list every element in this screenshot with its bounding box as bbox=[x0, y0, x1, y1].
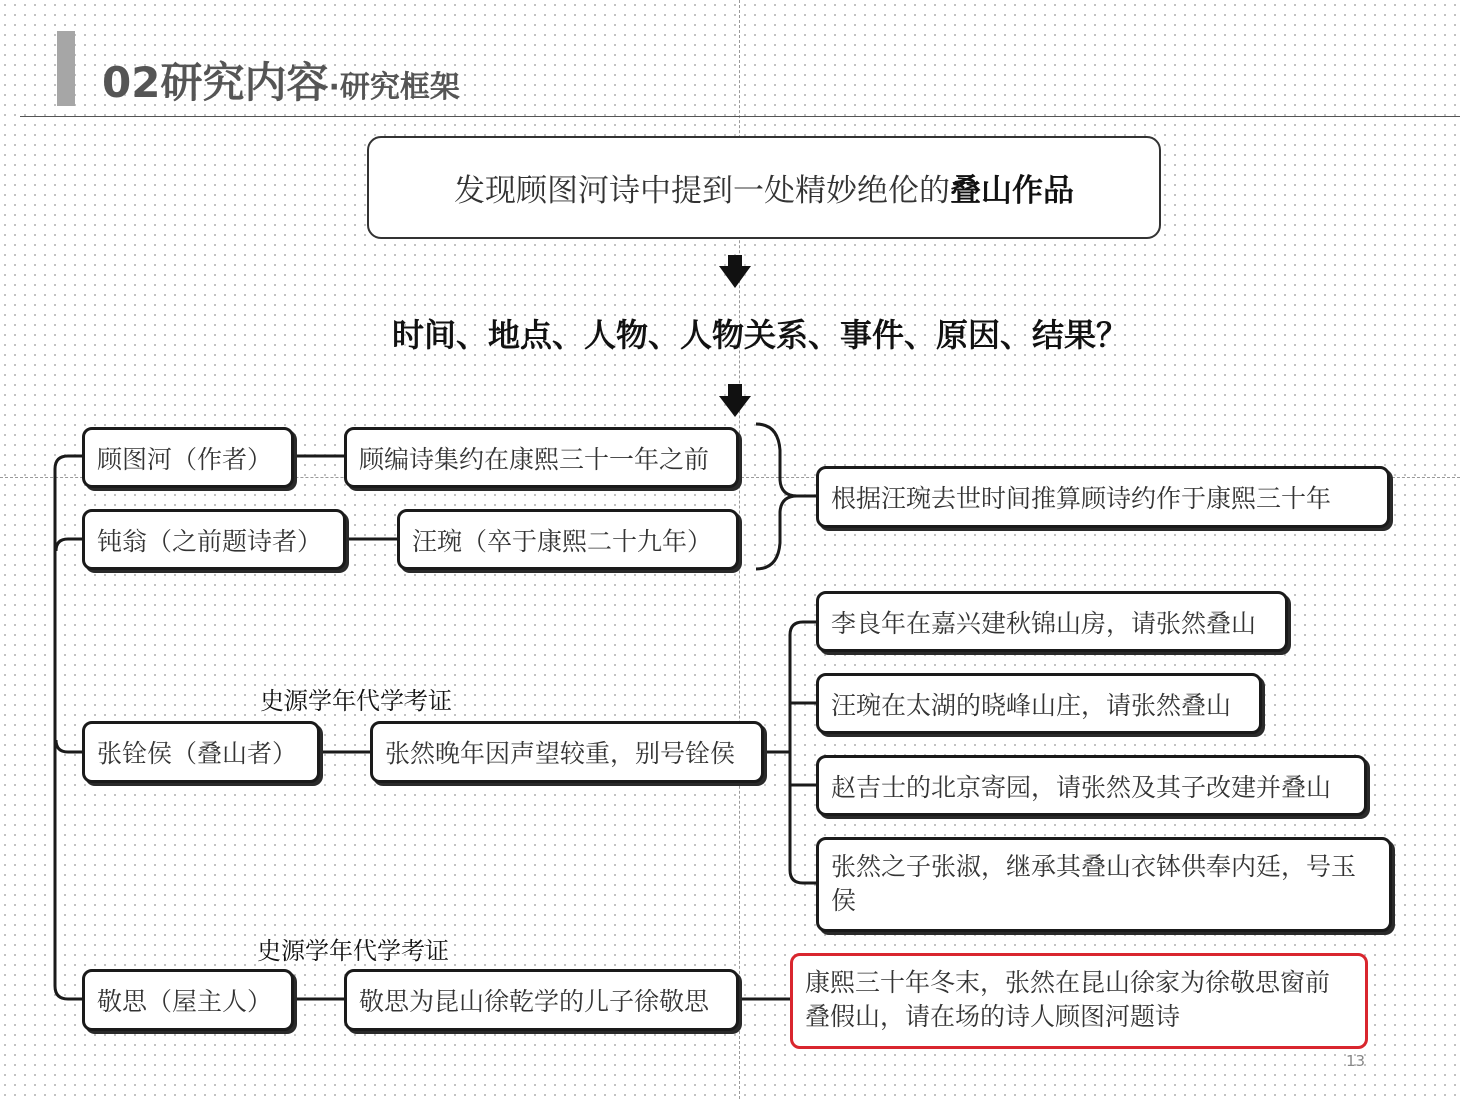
person-box-dunweng bbox=[82, 509, 346, 570]
detail-box-gu-tuhe bbox=[344, 427, 739, 488]
discovery-highlight: 叠山作品 bbox=[950, 173, 1074, 209]
detail-box-zhang-ran bbox=[370, 721, 764, 783]
final-conclusion-box bbox=[790, 953, 1368, 1049]
detail-text: 汪琬（卒于康熙二十九年） bbox=[412, 526, 713, 556]
method-label-2: 史源学年代学考证 bbox=[257, 937, 449, 965]
event-box-1 bbox=[816, 591, 1288, 652]
person-label: 钝翁（之前题诗者） bbox=[97, 526, 323, 556]
down-arrow-icon bbox=[719, 384, 751, 417]
event-text: 张然之子张淑，继承其叠山衣钵供奉内廷，号玉侯 bbox=[831, 852, 1357, 915]
discovery-text: 发现顾图河诗中提到一处精妙绝伦的 bbox=[454, 173, 950, 209]
down-arrow-icon bbox=[719, 255, 751, 288]
person-box-gu-tuhe bbox=[82, 427, 294, 488]
person-label: 顾图河（作者） bbox=[97, 444, 273, 474]
event-text: 赵吉士的北京寄园，请张然及其子改建并叠山 bbox=[831, 772, 1332, 802]
event-box-2 bbox=[816, 673, 1262, 734]
method-label-1: 史源学年代学考证 bbox=[260, 687, 452, 715]
branch-line-2 bbox=[56, 539, 82, 551]
zhang-branch-line bbox=[790, 622, 816, 883]
person-label: 敬思（屋主人） bbox=[97, 987, 273, 1016]
page-number: 13 bbox=[1346, 1052, 1366, 1070]
curly-brace bbox=[756, 424, 797, 569]
event-box-3 bbox=[816, 755, 1367, 816]
event-text: 汪琬在太湖的晓峰山庄，请张然叠山 bbox=[831, 690, 1232, 720]
detail-box-wang-wan bbox=[397, 509, 739, 570]
detail-text: 敬思为昆山徐乾学的儿子徐敬思 bbox=[359, 987, 710, 1016]
dating-conclusion-text: 根据汪琬去世时间推算顾诗约作于康熙三十年 bbox=[831, 484, 1332, 513]
research-questions: 时间、地点、人物、人物关系、事件、原因、结果？ bbox=[391, 316, 1128, 354]
dating-conclusion-box bbox=[816, 466, 1390, 528]
slide-title-main: 02研究内容 bbox=[102, 58, 329, 107]
final-conclusion-text: 康熙三十年冬末，张然在昆山徐家为徐敬思窗前叠假山，请在场的诗人顾图河题诗 bbox=[805, 968, 1331, 1031]
detail-box-xu-jingsi bbox=[344, 969, 739, 1031]
person-box-jingsi bbox=[82, 969, 294, 1031]
person-box-zhang-quanhou bbox=[82, 721, 320, 783]
event-box-4 bbox=[816, 837, 1392, 932]
detail-text: 张然晚年因声望较重，别号铨侯 bbox=[385, 739, 736, 768]
person-label: 张铨侯（叠山者） bbox=[97, 739, 298, 768]
discovery-box bbox=[367, 136, 1161, 239]
branch-line-3 bbox=[56, 740, 82, 752]
left-trunk-line bbox=[55, 456, 82, 999]
event-text: 李良年在嘉兴建秋锦山房，请张然叠山 bbox=[831, 608, 1257, 638]
slide-title-sub: ·研究框架 bbox=[328, 70, 460, 105]
detail-text: 顾编诗集约在康熙三十一年之前 bbox=[359, 444, 710, 474]
